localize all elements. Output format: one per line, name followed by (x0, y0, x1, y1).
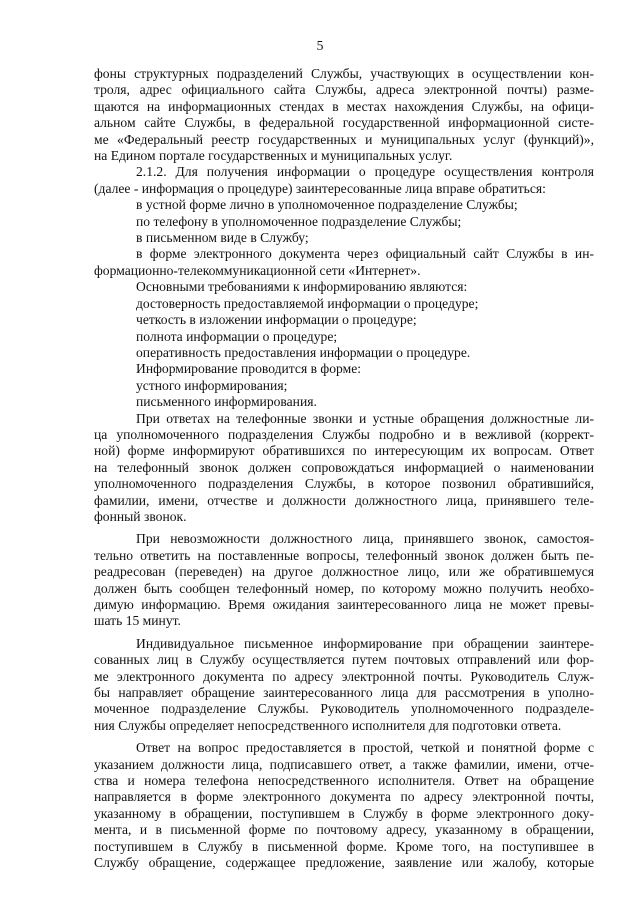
text-line: ства и номера телефона непосредственного исполнителя. Ответ на обращение (94, 773, 594, 789)
text-line: на телефонный звонок должен сопровождаться информацией о наименовании (94, 459, 594, 475)
text-line: 2.1.2. Для получения информации о процедуре осуществления контроля (136, 164, 594, 180)
text-line: Индивидуальное письменное информирование при обращении заинтере- (136, 635, 594, 651)
text-line: ме электронного документа по адресу электронной почты. Руководитель Служ- (94, 668, 594, 684)
text-line: направляется в форме электронного документа по адресу электронной почты, (94, 789, 594, 805)
text-line: фонный звонок. (94, 508, 187, 524)
text-line: троля, адрес официального сайта Службы, адреса электронной почты) разме- (94, 82, 594, 98)
text-line: на Едином портале государственных и муниципальных услуг. (94, 148, 453, 164)
text-line: ме «Федеральный реестр государственных и муниципальных услуг (функций)», (94, 131, 594, 147)
text-line: альном сайте Службы, в федеральной государственной информационной систе- (94, 115, 594, 131)
text-line: устного информирования; (136, 377, 288, 393)
document-body (94, 66, 594, 872)
text-line: мента, и в письменной форме по почтовому адресу, указанному в обращении, (94, 822, 594, 838)
text-line: реадресован (переведен) на другое должностное лицо, или же обратившемуся (94, 564, 594, 580)
text-line: в форме электронного документа через официальный сайт Службы в ин- (136, 246, 594, 262)
text-line: ния Службы определяет непосредственного исполнителя для подготовки ответа. (94, 717, 562, 733)
text-line: оперативность предоставления информации о процедуре. (136, 344, 471, 360)
text-line: щаются на информационных стендах в местах нахождения Службы, на офици- (94, 98, 594, 114)
text-line: При ответах на телефонные звонки и устные обращения должностные ли- (136, 410, 594, 426)
page-number: 5 (316, 38, 324, 53)
text-line: по телефону в уполномоченное подразделение Службы; (136, 213, 462, 229)
text-line: указанному в обращении, поступившем в Службу в форме электронного доку- (94, 805, 594, 821)
text-line: ца уполномоченного подразделения Службы подробно и в вежливой (коррект- (94, 426, 594, 442)
text-line: уполномоченного подразделения Службы, в которое позвонил обратившийся, (94, 476, 594, 492)
text-line: формационно-телекоммуникационной сети «Интернет». (94, 262, 421, 278)
text-line: письменного информирования. (136, 394, 317, 410)
text-line: должен быть сообщен телефонный номер, по которому можно получить необхо- (94, 580, 594, 596)
text-line: моченное подразделение Службы. Руководитель уполномоченного подразделе- (94, 701, 594, 717)
text-line: ной) форме информируют обратившихся по интересующим их вопросам. Ответ (94, 443, 594, 459)
text-line: полнота информации о процедуре; (136, 328, 338, 344)
text-line: При невозможности должностного лица, принявшего звонок, самостоя- (136, 531, 594, 547)
text-line: четкость в изложении информации о процедуре; (136, 312, 417, 328)
text-line: в письменном виде в Службу; (136, 230, 309, 246)
text-line: тельно ответить на поставленные вопросы, телефонный звонок должен быть пе- (94, 547, 594, 563)
text-line: поступившем в Службу в письменной форме. Кроме того, на поступившее в (94, 838, 594, 854)
text-line: фамилии, имени, отчестве и должности должностного лица, принявшего теле- (94, 492, 594, 508)
text-line: Ответ на вопрос предоставляется в простой, четкой и понятной форме с (136, 740, 594, 756)
text-line: димую информацию. Время ожидания заинтересованного лица не может превы- (94, 597, 594, 612)
text-line: бы направляет обращение заинтересованного лица для рассмотрения в уполно- (94, 685, 594, 701)
text-line: Основными требованиями к информированию являются: (136, 279, 468, 295)
text-line: сованных лиц в Службу осуществляется путем почтовых отправлений или фор- (94, 652, 594, 668)
text-line: достоверность предоставляемой информации о процедуре; (136, 295, 479, 311)
text-line: в устной форме лично в уполномоченное подразделение Службы; (136, 197, 518, 213)
text-line: фоны структурных подразделений Службы, участвующих в осуществлении кон- (94, 66, 594, 81)
text-line: (далее - информация о процедуре) заинтересованные лица вправе обратиться: (94, 180, 546, 196)
text-line: Информирование проводится в форме: (136, 361, 362, 377)
text-line: указанием должности лица, подписавшего ответ, а также фамилии, имени, отче- (94, 756, 594, 772)
text-line: Службу обращение, содержащее предложение, заявление или жалобу, которые (94, 855, 594, 871)
text-line: шать 15 минут. (94, 613, 181, 629)
